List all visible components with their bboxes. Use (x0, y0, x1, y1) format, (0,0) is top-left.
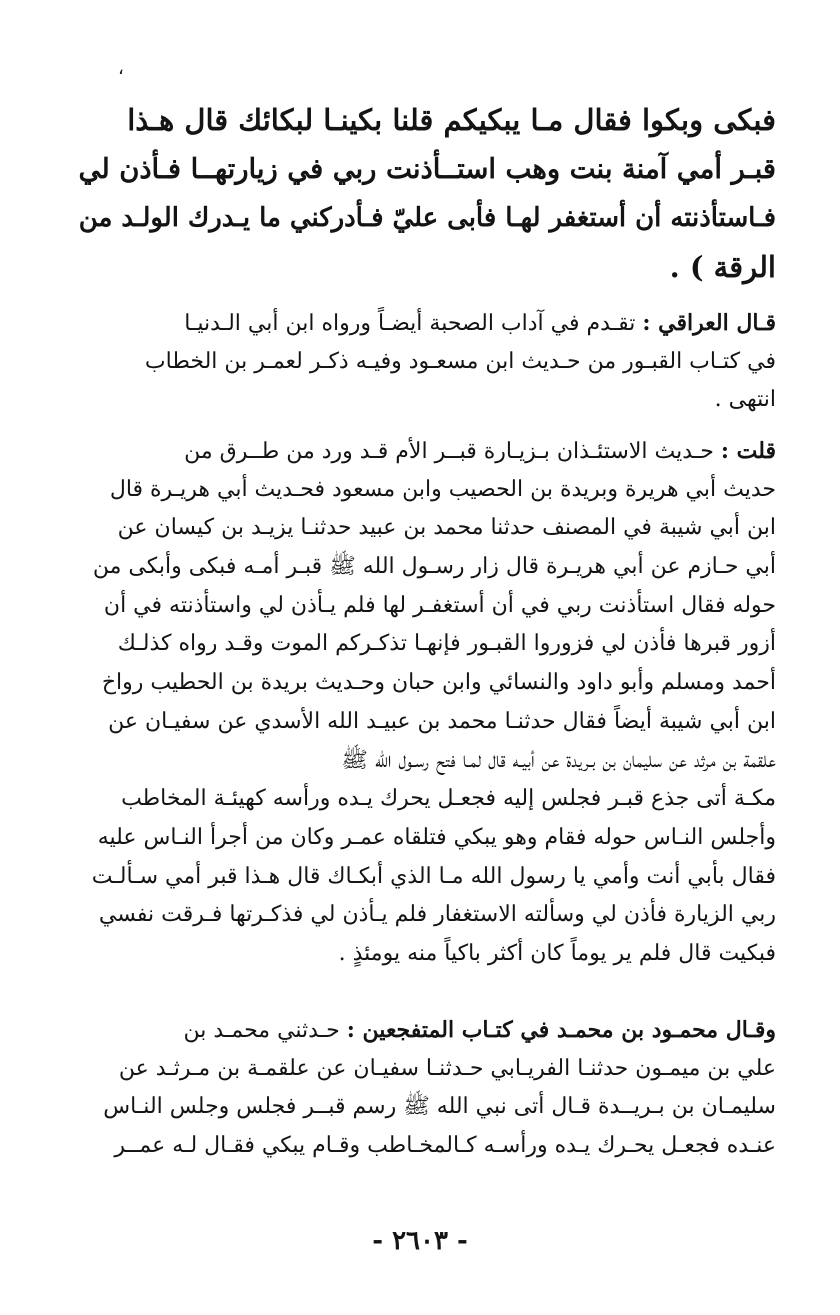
text-line: انتهى . (714, 387, 776, 413)
text-line: قبـر أمي آمنة بنت وهب استــأذنت ربي في زيارتهــا فـأذن لي (78, 153, 776, 185)
text-line: علي بن ميمـون حدثنـا الفريـابي حـدثنـا سفيـان عن علقمـة بن مـرثـد عن (118, 1055, 776, 1081)
text-line-body: حـديث الاستئـذان بـزيـارة قبــر الأم قـد ورد من طــرق من (184, 439, 721, 464)
text-line: أبي حـازم عن أبي هريـرة قال زار رسـول الله ﷺ قبـر أمـه فبكى وأبكى من (92, 554, 776, 580)
text-line: حوله فقال استأذنت ربي في أن أستغفـر لها فلم يـأذن لي واستأذنته في أن (103, 592, 776, 618)
text-line: فـاستأذنته أن أستغفر لهـا فأبى عليّ فـأدركني ما يـدرك الولـد من (78, 203, 776, 233)
top-mark: ، (118, 58, 124, 79)
page-number: - ٢٦٠٣ - (372, 1226, 468, 1256)
text-line-body: حـدثني محمـد بن (183, 1018, 347, 1043)
text-line: عنـده فجعـل يحـرك يـده ورأسـه كـالمخـاطب وقـام يبكي فقـال لـه عمــر (114, 1133, 776, 1159)
text-line: ابن أبي شيبة في المصنف حدثنا محمد بن عبيد حدثنـا يزيـد بن كيسان عن (117, 515, 776, 541)
text-line: ابن أبي شيبة أيضاً فقال حدثنـا محمد بن عبيـد الله الأسدي عن سفيـان عن (108, 708, 776, 734)
text-line: فبكى وبكوا فقال مـا يبكيكم قلنا بكينـا لبكائك قال هـذا (127, 103, 776, 137)
paragraph-label: قـال العراقي : (642, 310, 776, 336)
text-line: مكـة أتى جذع قبـر فجلس إليه فجعـل يحرك يـده ورأسه كهيئـة المخاطب (121, 786, 776, 812)
text-line: فبكيت قال فلم ير يوماً كان أكثر باكياً منه يومئذٍ . (338, 940, 776, 966)
iraqi-paragraph (64, 304, 776, 420)
text-line: وأجلس النـاس حوله فقام وهو يبكي فتلقاه عمـر وكان من أجرأ النـاس عليه (97, 824, 776, 850)
paragraph-label: قلت : (720, 438, 776, 464)
text-line: أزور قبرها فأذن لي فزوروا القبـور فإنهـا تذكـركم الموت وقـد رواه كذلـك (117, 631, 776, 657)
text-line: الرقة ) . (669, 250, 776, 284)
text-line (64, 432, 776, 471)
text-line: فقال بأبي أنت وأمي يا رسول الله مـا الذي أبكـاك قال هـذا قبر أمي سـألـت (91, 863, 776, 889)
paragraph-label: وقـال محمـود بن محمـد في كتـاب المتفجعين : (346, 1017, 776, 1043)
text-line: في كتـاب القبـور من حـديث ابن مسعـود وفيـه ذكـر لعمـر بن الخطاب (144, 348, 776, 374)
lead-paragraph (64, 96, 776, 292)
text-line: أحمد ومسلم وأبو داود والنسائي وابن حبان وحـديث بريدة بن الحطيب رواخ (101, 670, 776, 696)
text-line: سليمـان بن بـريــدة قـال أتى نبي الله ﷺ رسم قبــر فجلس وجلس النـاس (103, 1094, 776, 1120)
text-line (64, 304, 776, 343)
text-line-body: تقـدم في آداب الصحبة أيضـاً ورواه ابن أبي الـدنيـا (184, 311, 643, 336)
mahmud-paragraph (64, 1011, 776, 1166)
qult-paragraph (64, 432, 776, 974)
text-line: علقمة بن مرثد عن سليمان بن بـريدة عن أبيـه قال لمـا فتح رسـول الله ﷺ (341, 747, 776, 773)
text-line (64, 1011, 776, 1050)
text-line: حديث أبي هريرة وبريدة بن الحصيب وابن مسعود فحـديث أبي هريـرة قال (109, 476, 776, 502)
text-line: ربي الزيارة فأذن لي وسألته الاستغفار فلم يـأذن لي فذكـرتها فـرقت نفسي (98, 902, 776, 928)
